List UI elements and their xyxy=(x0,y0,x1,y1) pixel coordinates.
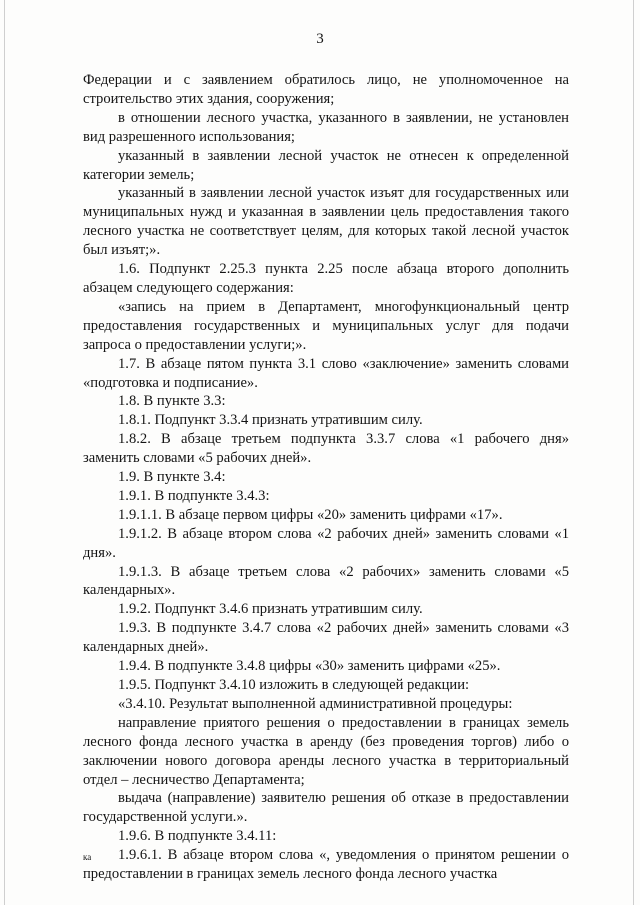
paragraph: 1.9.1. В подпункте 3.4.3: xyxy=(118,487,270,504)
paragraph: «запись на прием в Департамент, многофункциональный центр предоставления государственных и муниципальных услуг для подачи запроса о предоставлении услуги;». xyxy=(83,298,569,353)
paragraph: указанный в заявлении лесной участок не отнесен к определенной категории земель; xyxy=(83,147,569,183)
page-number: 3 xyxy=(316,31,324,47)
paragraph: 1.8. В пункте 3.3: xyxy=(118,393,226,410)
paragraph: 1.8.2. В абзаце третьем подпункта 3.3.7 слова «1 рабочего дня» заменить словами «5 рабочих дней». xyxy=(83,431,569,467)
paragraph: 1.9.4. В подпункте 3.4.8 цифры «30» заменить цифрами «25». xyxy=(118,658,501,675)
paragraph: 1.9.1.2. В абзаце втором слова «2 рабочих дней» заменить словами «1 дня». xyxy=(83,525,569,561)
page-edge-left xyxy=(4,0,5,905)
paragraph: 1.9.2. Подпункт 3.4.6 признать утратившим силу. xyxy=(118,601,423,618)
page-edge-right xyxy=(633,0,634,905)
footer-mark: ка xyxy=(83,852,92,862)
paragraph: 1.9.1.1. В абзаце первом цифры «20» заменить цифрами «17». xyxy=(118,506,503,523)
paragraph: в отношении лесного участка, указанного в заявлении, не установлен вид разрешенного использования; xyxy=(83,109,569,145)
paragraph: направление приятого решения о предоставлении в границах земель лесного фонда лесного участка в аренду (без проведения торгов) либо о заключении нового договора аренды лесного участка в территориальный отдел – лесничество Департамента; xyxy=(83,714,569,788)
paragraph: указанный в заявлении лесной участок изъят для государственных или муниципальных нужд и указанная в заявлении цель предоставления такого лесного участка не соответствует целям, для которых такой лесной участок был изъят;». xyxy=(83,185,569,259)
paragraph: 1.6. Подпункт 2.25.3 пункта 2.25 после абзаца второго дополнить абзацем следующего содержания: xyxy=(83,261,569,296)
paragraph: «3.4.10. Результат выполненной административной процедуры: xyxy=(118,695,513,712)
paragraph: 1.9.5. Подпункт 3.4.10 изложить в следующей редакции: xyxy=(118,677,470,693)
document-body xyxy=(83,71,569,884)
paragraph: 1.9.6. В подпункте 3.4.11: xyxy=(118,828,277,845)
paragraph: 1.9.3. В подпункте 3.4.7 слова «2 рабочих дней» заменить словами «3 календарных дней». xyxy=(83,620,569,656)
paragraph: 1.7. В абзаце пятом пункта 3.1 слово «заключение» заменить словами «подготовка и подписание». xyxy=(83,355,569,391)
paragraph: выдача (направление) заявителю решения об отказе в предоставлении государственной услуги.». xyxy=(83,790,569,826)
paragraph: 1.9.1.3. В абзаце третьем слова «2 рабочих» заменить словами «5 календарных». xyxy=(83,563,569,599)
paragraph: 1.9.6.1. В абзаце втором слова «, уведомления о принятом решении о предоставлении в границах земель лесного фонда лесного участка xyxy=(83,847,569,883)
paragraph: Федерации и с заявлением обратилось лицо, не уполномоченное на строительство этих здания, сооружения; xyxy=(83,72,569,107)
paragraph: 1.8.1. Подпункт 3.3.4 признать утратившим силу. xyxy=(118,412,423,429)
paragraph: 1.9. В пункте 3.4: xyxy=(118,469,226,486)
